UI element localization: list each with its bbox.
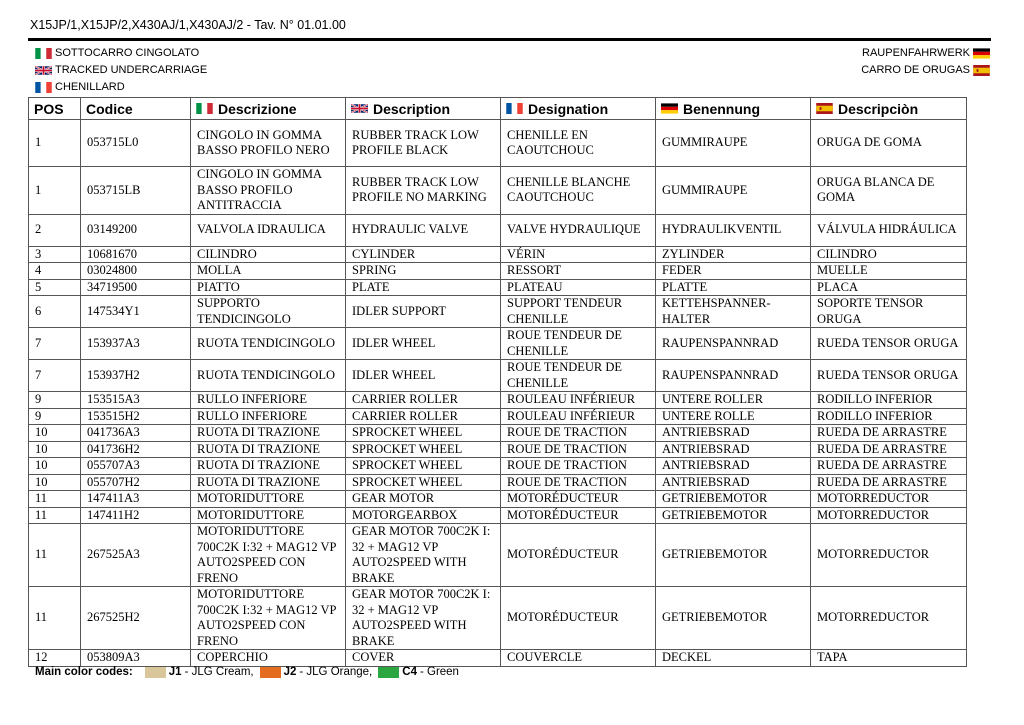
code-cell: 053715LB bbox=[81, 167, 191, 215]
italy-flag-icon bbox=[35, 48, 52, 59]
pos-cell: 9 bbox=[29, 408, 81, 425]
description-en-cell: GEAR MOTOR 700C2K I: 32 + MAG12 VP AUTO2SPEED WITH BRAKE bbox=[346, 524, 501, 587]
designation-fr-cell: MOTORÉDUCTEUR bbox=[501, 587, 656, 650]
designation-fr-cell: RESSORT bbox=[501, 263, 656, 280]
pos-cell: 12 bbox=[29, 650, 81, 667]
code-cell: 267525H2 bbox=[81, 587, 191, 650]
header-title-fr: CHENILLARD bbox=[55, 81, 125, 93]
description-en-cell: GEAR MOTOR 700C2K I: 32 + MAG12 VP AUTO2SPEED WITH BRAKE bbox=[346, 587, 501, 650]
designation-fr-cell: ROUE TENDEUR DE CHENILLE bbox=[501, 328, 656, 360]
table-row bbox=[29, 474, 967, 491]
descripcion-es-cell: PLACA bbox=[811, 279, 967, 296]
table-row bbox=[29, 360, 967, 392]
description-it-cell: MOTORIDUTTORE bbox=[191, 491, 346, 508]
description-it-cell: RUOTA DI TRAZIONE bbox=[191, 474, 346, 491]
color-legend bbox=[35, 666, 465, 678]
legend-label: Main color codes: bbox=[35, 666, 133, 678]
pos-cell: 11 bbox=[29, 491, 81, 508]
description-it-cell: MOLLA bbox=[191, 263, 346, 280]
benennung-de-cell: HYDRAULIKVENTIL bbox=[656, 214, 811, 246]
descripcion-es-cell: VÁLVULA HIDRÁULICA bbox=[811, 214, 967, 246]
code-cell: 10681670 bbox=[81, 246, 191, 263]
descripcion-es-cell: MUELLE bbox=[811, 263, 967, 280]
table-header-row bbox=[29, 98, 967, 120]
designation-fr-cell: CHENILLE BLANCHE CAOUTCHOUC bbox=[501, 167, 656, 215]
designation-fr-cell: MOTORÉDUCTEUR bbox=[501, 524, 656, 587]
code-cell: 03024800 bbox=[81, 263, 191, 280]
uk-flag-icon bbox=[351, 103, 368, 114]
description-it-cell: MOTORIDUTTORE bbox=[191, 507, 346, 524]
description-en-cell: PLATE bbox=[346, 279, 501, 296]
designation-fr-cell: ROULEAU INFÉRIEUR bbox=[501, 408, 656, 425]
descripcion-es-cell: CILINDRO bbox=[811, 246, 967, 263]
designation-fr-cell: VALVE HYDRAULIQUE bbox=[501, 214, 656, 246]
parts-table bbox=[28, 97, 967, 667]
color-swatch bbox=[378, 667, 399, 678]
code-cell: 041736A3 bbox=[81, 425, 191, 442]
designation-fr-cell: ROUE TENDEUR DE CHENILLE bbox=[501, 360, 656, 392]
title-divider bbox=[28, 38, 991, 41]
pos-cell: 6 bbox=[29, 296, 81, 328]
header-title-de: RAUPENFAHRWERK bbox=[862, 47, 970, 59]
description-it-cell: COPERCHIO bbox=[191, 650, 346, 667]
table-row bbox=[29, 458, 967, 475]
header-left-line bbox=[35, 79, 207, 96]
code-cell: 153937H2 bbox=[81, 360, 191, 392]
document-title: X15JP/1,X15JP/2,X430AJ/1,X430AJ/2 - Tav. N° 01.01.00 bbox=[30, 18, 346, 32]
legend-item bbox=[260, 666, 373, 678]
column-header-label: Descripciòn bbox=[838, 100, 919, 117]
description-en-cell: IDLER WHEEL bbox=[346, 360, 501, 392]
column-header-label: Codice bbox=[86, 100, 133, 117]
pos-cell: 11 bbox=[29, 587, 81, 650]
description-en-cell: HYDRAULIC VALVE bbox=[346, 214, 501, 246]
pos-cell: 9 bbox=[29, 392, 81, 409]
table-row bbox=[29, 507, 967, 524]
header-right-line bbox=[861, 62, 990, 79]
parts-table-body bbox=[29, 120, 967, 667]
header-left-line bbox=[35, 45, 207, 62]
description-it-cell: RUOTA DI TRAZIONE bbox=[191, 458, 346, 475]
column-header-en bbox=[346, 98, 501, 120]
designation-fr-cell: SUPPORT TENDEUR CHENILLE bbox=[501, 296, 656, 328]
description-en-cell: RUBBER TRACK LOW PROFILE BLACK bbox=[346, 120, 501, 167]
pos-cell: 7 bbox=[29, 360, 81, 392]
benennung-de-cell: ANTRIEBSRAD bbox=[656, 425, 811, 442]
description-it-cell: CINGOLO IN GOMMA BASSO PROFILO ANTITRACCIA bbox=[191, 167, 346, 215]
benennung-de-cell: GUMMIRAUPE bbox=[656, 120, 811, 167]
code-cell: 053809A3 bbox=[81, 650, 191, 667]
description-it-cell: VALVOLA IDRAULICA bbox=[191, 214, 346, 246]
table-row bbox=[29, 491, 967, 508]
germany-flag-icon bbox=[973, 48, 990, 59]
table-row bbox=[29, 214, 967, 246]
code-cell: 055707A3 bbox=[81, 458, 191, 475]
header-right-line bbox=[861, 45, 990, 62]
designation-fr-cell: ROUE DE TRACTION bbox=[501, 458, 656, 475]
table-row bbox=[29, 392, 967, 409]
description-it-cell: RUOTA DI TRAZIONE bbox=[191, 425, 346, 442]
pos-cell: 11 bbox=[29, 524, 81, 587]
table-row bbox=[29, 279, 967, 296]
table-row bbox=[29, 587, 967, 650]
color-swatch bbox=[145, 667, 166, 678]
benennung-de-cell: GETRIEBEMOTOR bbox=[656, 507, 811, 524]
benennung-de-cell: FEDER bbox=[656, 263, 811, 280]
pos-cell: 4 bbox=[29, 263, 81, 280]
column-header-it bbox=[191, 98, 346, 120]
header-left-line bbox=[35, 62, 207, 79]
code-cell: 041736H2 bbox=[81, 441, 191, 458]
description-it-cell: RULLO INFERIORE bbox=[191, 408, 346, 425]
france-flag-icon bbox=[35, 82, 52, 93]
description-it-cell: RUOTA DI TRAZIONE bbox=[191, 441, 346, 458]
code-cell: 153515H2 bbox=[81, 408, 191, 425]
legend-text: - JLG Cream, bbox=[184, 666, 254, 678]
benennung-de-cell: UNTERE ROLLER bbox=[656, 392, 811, 409]
description-it-cell: CILINDRO bbox=[191, 246, 346, 263]
code-cell: 147411A3 bbox=[81, 491, 191, 508]
header-title-en: TRACKED UNDERCARRIAGE bbox=[55, 64, 208, 76]
column-header-label: Description bbox=[373, 100, 451, 117]
italy-flag-icon bbox=[196, 103, 213, 114]
column-header-code bbox=[81, 98, 191, 120]
pos-cell: 10 bbox=[29, 474, 81, 491]
description-en-cell: MOTORGEARBOX bbox=[346, 507, 501, 524]
table-row bbox=[29, 425, 967, 442]
legend-code: C4 bbox=[402, 666, 417, 678]
designation-fr-cell: CHENILLE EN CAOUTCHOUC bbox=[501, 120, 656, 167]
descripcion-es-cell: RUEDA DE ARRASTRE bbox=[811, 458, 967, 475]
benennung-de-cell: PLATTE bbox=[656, 279, 811, 296]
color-swatch bbox=[260, 667, 281, 678]
benennung-de-cell: GETRIEBEMOTOR bbox=[656, 491, 811, 508]
designation-fr-cell: ROULEAU INFÉRIEUR bbox=[501, 392, 656, 409]
descripcion-es-cell: TAPA bbox=[811, 650, 967, 667]
description-en-cell: SPROCKET WHEEL bbox=[346, 474, 501, 491]
benennung-de-cell: ZYLINDER bbox=[656, 246, 811, 263]
column-header-pos bbox=[29, 98, 81, 120]
pos-cell: 7 bbox=[29, 328, 81, 360]
pos-cell: 10 bbox=[29, 425, 81, 442]
table-row bbox=[29, 650, 967, 667]
designation-fr-cell: VÉRIN bbox=[501, 246, 656, 263]
descripcion-es-cell: RUEDA DE ARRASTRE bbox=[811, 441, 967, 458]
pos-cell: 10 bbox=[29, 458, 81, 475]
code-cell: 267525A3 bbox=[81, 524, 191, 587]
descripcion-es-cell: RUEDA DE ARRASTRE bbox=[811, 425, 967, 442]
benennung-de-cell: ANTRIEBSRAD bbox=[656, 474, 811, 491]
description-en-cell: IDLER SUPPORT bbox=[346, 296, 501, 328]
designation-fr-cell: MOTORÉDUCTEUR bbox=[501, 507, 656, 524]
description-en-cell: CARRIER ROLLER bbox=[346, 392, 501, 409]
benennung-de-cell: DECKEL bbox=[656, 650, 811, 667]
descripcion-es-cell: RUEDA TENSOR ORUGA bbox=[811, 328, 967, 360]
designation-fr-cell: COUVERCLE bbox=[501, 650, 656, 667]
descripcion-es-cell: MOTORREDUCTOR bbox=[811, 491, 967, 508]
descripcion-es-cell: ORUGA BLANCA DE GOMA bbox=[811, 167, 967, 215]
benennung-de-cell: ANTRIEBSRAD bbox=[656, 458, 811, 475]
column-header-es bbox=[811, 98, 967, 120]
descripcion-es-cell: RUEDA TENSOR ORUGA bbox=[811, 360, 967, 392]
code-cell: 03149200 bbox=[81, 214, 191, 246]
descripcion-es-cell: MOTORREDUCTOR bbox=[811, 587, 967, 650]
descripcion-es-cell: MOTORREDUCTOR bbox=[811, 524, 967, 587]
legend-code: J1 bbox=[168, 666, 182, 678]
table-row bbox=[29, 263, 967, 280]
table-row bbox=[29, 246, 967, 263]
code-cell: 055707H2 bbox=[81, 474, 191, 491]
table-row bbox=[29, 441, 967, 458]
description-en-cell: SPROCKET WHEEL bbox=[346, 458, 501, 475]
description-it-cell: MOTORIDUTTORE 700C2K I:32 + MAG12 VP AUTO2SPEED CON FRENO bbox=[191, 524, 346, 587]
description-it-cell: RULLO INFERIORE bbox=[191, 392, 346, 409]
description-it-cell: PIATTO bbox=[191, 279, 346, 296]
code-cell: 153515A3 bbox=[81, 392, 191, 409]
column-header-label: POS bbox=[34, 100, 64, 117]
header-title-it: SOTTOCARRO CINGOLATO bbox=[55, 47, 200, 59]
descripcion-es-cell: MOTORREDUCTOR bbox=[811, 507, 967, 524]
descripcion-es-cell: RUEDA DE ARRASTRE bbox=[811, 474, 967, 491]
description-en-cell: GEAR MOTOR bbox=[346, 491, 501, 508]
description-en-cell: RUBBER TRACK LOW PROFILE NO MARKING bbox=[346, 167, 501, 215]
pos-cell: 1 bbox=[29, 167, 81, 215]
description-it-cell: CINGOLO IN GOMMA BASSO PROFILO NERO bbox=[191, 120, 346, 167]
code-cell: 34719500 bbox=[81, 279, 191, 296]
france-flag-icon bbox=[506, 103, 523, 114]
descripcion-es-cell: RODILLO INFERIOR bbox=[811, 408, 967, 425]
code-cell: 147534Y1 bbox=[81, 296, 191, 328]
table-row bbox=[29, 524, 967, 587]
benennung-de-cell: RAUPENSPANNRAD bbox=[656, 360, 811, 392]
designation-fr-cell: ROUE DE TRACTION bbox=[501, 425, 656, 442]
pos-cell: 11 bbox=[29, 507, 81, 524]
description-en-cell: CARRIER ROLLER bbox=[346, 408, 501, 425]
column-header-fr bbox=[501, 98, 656, 120]
code-cell: 053715L0 bbox=[81, 120, 191, 167]
description-en-cell: CYLINDER bbox=[346, 246, 501, 263]
pos-cell: 1 bbox=[29, 120, 81, 167]
pos-cell: 3 bbox=[29, 246, 81, 263]
pos-cell: 5 bbox=[29, 279, 81, 296]
description-it-cell: RUOTA TENDICINGOLO bbox=[191, 360, 346, 392]
description-en-cell: IDLER WHEEL bbox=[346, 328, 501, 360]
column-header-de bbox=[656, 98, 811, 120]
benennung-de-cell: RAUPENSPANNRAD bbox=[656, 328, 811, 360]
legend-text: - Green bbox=[419, 666, 459, 678]
benennung-de-cell: KETTEHSPANNER-HALTER bbox=[656, 296, 811, 328]
table-row bbox=[29, 328, 967, 360]
designation-fr-cell: MOTORÉDUCTEUR bbox=[501, 491, 656, 508]
table-row bbox=[29, 408, 967, 425]
table-row bbox=[29, 120, 967, 167]
code-cell: 147411H2 bbox=[81, 507, 191, 524]
spain-flag-icon bbox=[973, 65, 990, 76]
benennung-de-cell: GETRIEBEMOTOR bbox=[656, 587, 811, 650]
legend-code: J2 bbox=[283, 666, 297, 678]
pos-cell: 10 bbox=[29, 441, 81, 458]
header-title-es: CARRO DE ORUGAS bbox=[861, 64, 970, 76]
uk-flag-icon bbox=[35, 65, 52, 76]
pos-cell: 2 bbox=[29, 214, 81, 246]
descripcion-es-cell: ORUGA DE GOMA bbox=[811, 120, 967, 167]
designation-fr-cell: PLATEAU bbox=[501, 279, 656, 296]
descripcion-es-cell: SOPORTE TENSOR ORUGA bbox=[811, 296, 967, 328]
column-header-label: Benennung bbox=[683, 100, 760, 117]
spain-flag-icon bbox=[816, 103, 833, 114]
description-it-cell: MOTORIDUTTORE 700C2K I:32 + MAG12 VP AUTO2SPEED CON FRENO bbox=[191, 587, 346, 650]
header-right-titles bbox=[861, 45, 990, 79]
designation-fr-cell: ROUE DE TRACTION bbox=[501, 474, 656, 491]
designation-fr-cell: ROUE DE TRACTION bbox=[501, 441, 656, 458]
germany-flag-icon bbox=[661, 103, 678, 114]
benennung-de-cell: GUMMIRAUPE bbox=[656, 167, 811, 215]
description-it-cell: SUPPORTO TENDICINGOLO bbox=[191, 296, 346, 328]
description-en-cell: SPROCKET WHEEL bbox=[346, 425, 501, 442]
description-en-cell: SPRING bbox=[346, 263, 501, 280]
benennung-de-cell: GETRIEBEMOTOR bbox=[656, 524, 811, 587]
code-cell: 153937A3 bbox=[81, 328, 191, 360]
description-it-cell: RUOTA TENDICINGOLO bbox=[191, 328, 346, 360]
description-en-cell: COVER bbox=[346, 650, 501, 667]
legend-item bbox=[145, 666, 254, 678]
legend-text: - JLG Orange, bbox=[299, 666, 373, 678]
descripcion-es-cell: RODILLO INFERIOR bbox=[811, 392, 967, 409]
column-header-label: Designation bbox=[528, 100, 609, 117]
legend-item bbox=[378, 666, 459, 678]
table-row bbox=[29, 167, 967, 215]
benennung-de-cell: ANTRIEBSRAD bbox=[656, 441, 811, 458]
description-en-cell: SPROCKET WHEEL bbox=[346, 441, 501, 458]
header-left-titles bbox=[35, 45, 207, 96]
benennung-de-cell: UNTERE ROLLE bbox=[656, 408, 811, 425]
table-row bbox=[29, 296, 967, 328]
column-header-label: Descrizione bbox=[218, 100, 297, 117]
